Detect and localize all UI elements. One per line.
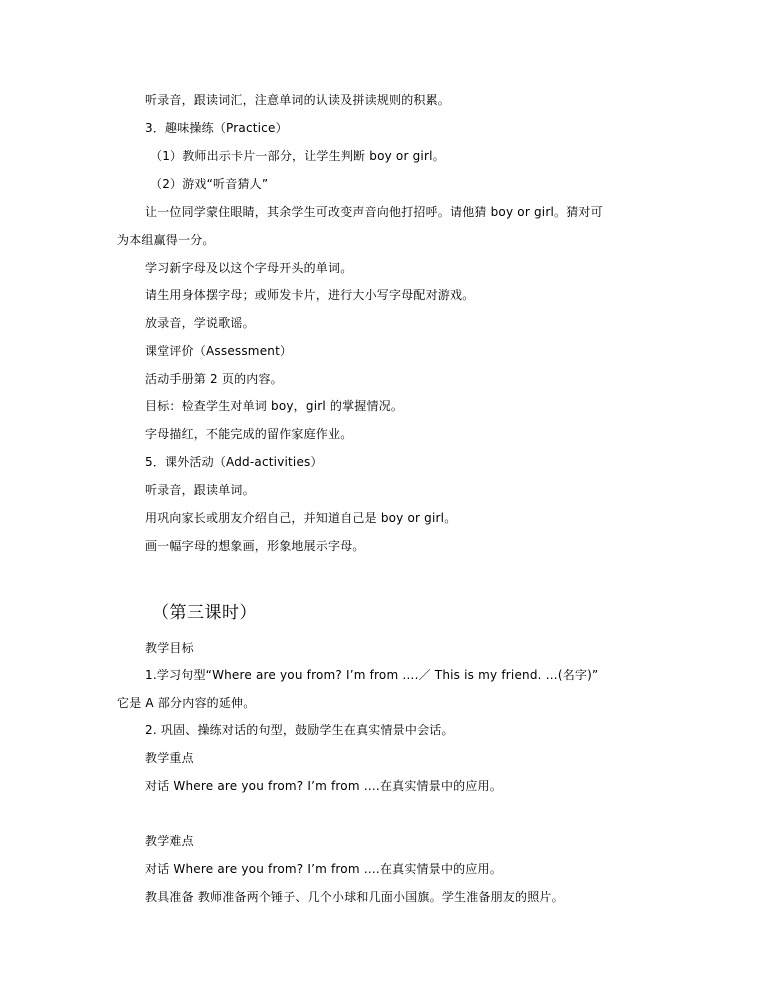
paragraph-line: 请生用身体摆字母；或师发卡片，进行大小写字母配对游戏。 xyxy=(145,288,475,302)
paragraph-line: 2. 巩固、操练对话的句型，鼓励学生在真实情景中会话。 xyxy=(145,723,454,737)
paragraph-line-continued: 它是 A 部分内容的延伸。 xyxy=(117,696,256,710)
paragraph-line: 对话 Where are you from? I’m from ….在真实情景中的应用。 xyxy=(145,862,502,876)
paragraph-line: 学习新字母及以这个字母开头的单词。 xyxy=(145,261,353,275)
paragraph-line: 画一幅字母的想象画，形象地展示字母。 xyxy=(145,539,365,553)
paragraph-line: 听录音，跟读词汇，注意单词的认读及拼读规则的积累。 xyxy=(145,93,451,107)
paragraph-line: 目标：检查学生对单词 boy，girl 的掌握情况。 xyxy=(145,399,404,413)
paragraph-line: 教具准备 教师准备两个锤子、几个小球和几面小国旗。学生准备朋友的照片。 xyxy=(145,890,564,904)
paragraph-line: 听录音，跟读单词。 xyxy=(145,483,255,497)
paragraph-line: 对话 Where are you from? I’m from ….在真实情景中的应用。 xyxy=(145,779,502,793)
paragraph-line: 字母描红，不能完成的留作家庭作业。 xyxy=(145,427,353,441)
paragraph-line: 放录音，学说歌谣。 xyxy=(145,316,255,330)
paragraph-line: 让一位同学蒙住眼睛，其余学生可改变声音向他打招呼。请他猜 boy or girl。猜对可 xyxy=(145,205,603,219)
paragraph-line: 活动手册第 2 页的内容。 xyxy=(145,372,283,386)
paragraph-line: 1.学习句型“Where are you from? I’m from ….／ This is my friend. …(名字)” xyxy=(145,668,599,682)
subheading-difficulties: 教学难点 xyxy=(145,834,194,848)
list-item: （1）教师出示卡片一部分，让学生判断 boy or girl。 xyxy=(150,149,445,163)
paragraph-line: 用巩向家长或朋友介绍自己，并知道自己是 boy or girl。 xyxy=(145,511,457,525)
paragraph-line-continued: 为本组赢得一分。 xyxy=(117,233,215,247)
subheading-key-points: 教学重点 xyxy=(145,751,194,765)
subheading-teaching-goals: 教学目标 xyxy=(145,641,194,655)
section-heading: （第三课时） xyxy=(152,603,257,623)
section-title-practice: 3．趣味操练（Practice） xyxy=(145,121,288,135)
section-title-assessment: 课堂评价（Assessment） xyxy=(145,344,293,358)
list-item: （2）游戏“听音猜人” xyxy=(150,177,269,191)
section-title-add-activities: 5．课外活动（Add-activities） xyxy=(145,455,323,469)
